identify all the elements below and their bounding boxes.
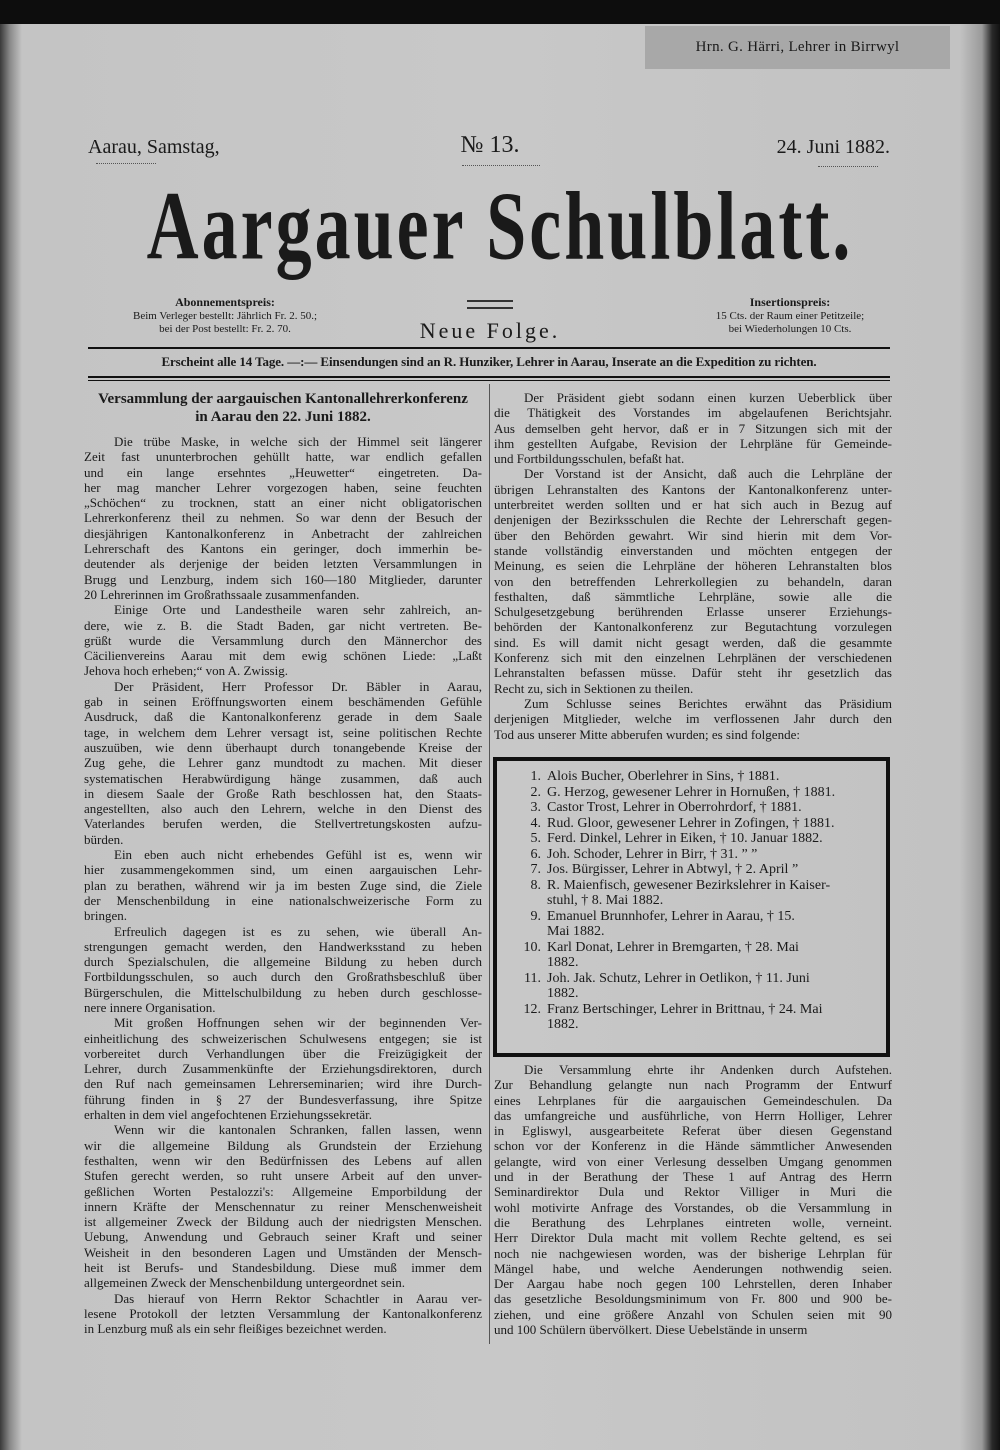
text-line: deutender als derjenige der beiden letzten Versammlungen in — [84, 556, 482, 572]
item-number: 7. — [530, 862, 541, 877]
text-line: Vaterlandes berufen werden, die Stellvertretungskosten aufzu- — [84, 816, 482, 832]
text-line: und in der Berathung der These 1 auf Antrag des Herrn — [494, 1169, 892, 1185]
issue-number: № 13. — [460, 132, 520, 158]
item-text: Emanuel Brunnhofer, Lehrer in Aarau, † 15. — [547, 908, 795, 924]
text-line: angestellten, also auch den Lehrern, welche in den Dienst des — [84, 801, 482, 817]
text-line: festhalten, wenn wir den Bedürfnissen des Lebens auf allen — [84, 1152, 482, 1168]
item-number: 10. — [523, 939, 541, 955]
issue-date: 24. Juni 1882. — [776, 136, 890, 158]
item-text: Joh. Schoder, Lehrer in Birr, † 31. ” ” — [547, 846, 758, 862]
item-text: Alois Bucher, Oberlehrer in Sins, † 1881. — [547, 769, 780, 784]
obituary-item — [497, 940, 882, 971]
text-line: Lehranstalten befassen müsse. Dafür steht ihr gesetzlich das — [494, 665, 892, 681]
text-line: innern Kräfte der Menschennatur zu reiner Menschenweisheit — [84, 1198, 482, 1214]
text-line: her mag mancher Lehrer vorgezogen haben, seine feuchten — [84, 479, 482, 495]
text-line: Erfreulich dagegen ist es zu sehen, wie überall An- — [114, 923, 482, 939]
text-line: Das hierauf von Herrn Rektor Schachtler in Aarau ver- — [114, 1290, 482, 1306]
text-line: lesene Protokoll der letzten Versammlung der Kantonalkonferenz — [84, 1305, 482, 1321]
obituary-item — [497, 971, 882, 1002]
text-line: in diesem Saale der Große Rath beschlossen hat, den Staats- — [84, 785, 482, 801]
text-line: erhalten in dem viel angefochtenen Erziehungssekretär. — [84, 1107, 373, 1123]
text-line: Der Aargau habe noch gegen 100 Lehrstellen, deren Inhaber — [494, 1276, 892, 1292]
text-line: ziehen, und eine größere Anzahl von Schulen seien mit 90 — [494, 1306, 892, 1322]
text-line: wir die allgemeine Bildung als Grundstein der Erziehung — [84, 1137, 482, 1153]
advert-heading: Insertionspreis: — [749, 295, 831, 309]
text-line: Einige Orte und Landestheile waren sehr zahlreich, an- — [114, 602, 482, 618]
text-line: das gesetzliche Besoldungsminimum von Fr. 800 und 900 be- — [494, 1291, 892, 1307]
text-line: Die Versammlung ehrte ihr Andenken durch Aufstehen. — [524, 1062, 892, 1077]
text-line: allgemeinen Zweck der Menschenbildung untergeordnet sein. — [84, 1275, 406, 1291]
text-line: Bürgerschulen, die Mittelschulbildung zu heben durch geschlosse- — [84, 984, 482, 1000]
text-line: stande vollständig einverstanden und möchten entgegen der — [494, 542, 892, 558]
text-line: durch Spezialschulen, die allgemeine Bildung zu heben durch — [84, 954, 482, 970]
header-rule — [88, 376, 890, 378]
text-line: Der Präsident, Herr Professor Dr. Bäbler in Aarau, — [114, 678, 482, 694]
item-text: Castor Trost, Lehrer in Oberrohrdorf, † 1881. — [547, 800, 802, 815]
series-label: Neue Folge. — [419, 318, 561, 343]
item-number: 12. — [523, 1001, 541, 1017]
text-line: und 100 Schülern übervölkert. Diese Uebelstände in unserm — [494, 1322, 808, 1338]
text-line: Lehrer, durch Zusammenkünfte der Erziehungsdirektoren, durch — [84, 1061, 482, 1077]
item-number: 8. — [530, 877, 541, 893]
item-continuation: stuhl, † 8. Mai 1882. — [547, 893, 664, 908]
text-line: wohl motivirte Anfrage des Vorstandes, ob die Versammlung in — [494, 1199, 892, 1215]
text-line: Fortbildungsschulen, so auch durch den Großrathsbeschluß über — [84, 969, 482, 985]
text-line: festhalten, daß sämmtliche Lehrpläne, sowie alle die — [494, 588, 892, 604]
article-heading: in Aarau den 22. Juni 1882. — [195, 409, 371, 425]
text-line: führung finden in § 27 der Bundesverfassung, ihre Spitze — [84, 1091, 482, 1107]
text-line: derjenigen Mitglieder, welche im verflossenen Jahr durch den — [494, 711, 892, 727]
text-line: Stufen gerecht werden, so ruht unsere Arbeit auf den unver- — [84, 1168, 482, 1184]
obituary-item — [497, 785, 882, 801]
subscription-line: bei der Post bestellt: Fr. 2. 70. — [159, 323, 291, 335]
text-line: Zug gehe, die Lehrer ganz mundtodt zu machen. Mit dieser — [84, 755, 482, 771]
left-column — [84, 390, 482, 1337]
item-text: Ferd. Dinkel, Lehrer in Eiken, † 10. Januar 1882. — [547, 831, 823, 846]
obituary-item — [497, 847, 882, 863]
text-line: hier zusammengekommen sind, um einen aargauischen Lehr- — [84, 862, 482, 878]
ornament-underline — [818, 163, 878, 167]
newspaper-title: Aargauer Schulblatt. — [146, 172, 854, 280]
text-line: Tod aus unserer Mitte abberufen wurden; es sind folgende: — [494, 726, 800, 742]
ornament-underline — [96, 160, 156, 164]
item-continuation: 1882. — [547, 1017, 579, 1032]
text-line: die Berathung des Lehrplanes eintreten wolle, verneint. — [494, 1214, 892, 1230]
obituary-item — [497, 1002, 882, 1033]
text-line: und ein lange ersehntes „Heuwetter“ eingetreten. Da- — [84, 464, 482, 480]
text-line: schon vor der Konferenz in die Hände sämmtlicher Anwesenden — [494, 1138, 892, 1154]
text-line: unterbreitet werden sollten und er hat sich auch in Bezug auf — [494, 497, 892, 513]
text-line: Seminardirektor Dula und Rektor Villiger in Muri die — [494, 1184, 892, 1200]
text-line: Cäcilienvereins Aarau mit dem ewig schönen Liede: „Laßt — [84, 648, 482, 664]
text-line: systematischen Herabwürdigung hänge zusammen, daß auch — [84, 770, 482, 786]
text-line: Der Präsident giebt sodann einen kurzen Ueberblick über — [524, 390, 892, 405]
text-line: geßlichen Worten Pestalozzi's: Allgemeine Emporbildung der — [84, 1183, 482, 1199]
ornament-underline — [462, 162, 540, 166]
text-line: tage, in welchem dem Lehrer versagt ist, seine politischen Rechte — [84, 724, 482, 740]
text-line: in Lenzburg muß als ein sehr fleißiges bezeichnet werden. — [84, 1321, 387, 1337]
advert-price — [690, 296, 890, 336]
obituary-item — [497, 769, 882, 785]
advert-line: 15 Cts. der Raum einer Petitzeile; — [715, 310, 865, 322]
obituary-item — [497, 909, 882, 940]
item-text: Jos. Bürgisser, Lehrer in Abtwyl, † 2. April ” — [547, 862, 799, 877]
address-label: Hrn. G. Härri, Lehrer in Birrwyl — [645, 26, 950, 69]
text-line: Die trübe Maske, in welche sich der Himmel seit längerer — [114, 434, 482, 449]
text-line: über den Behörden gewahrt. Wir sind hierin mit dem Vor- — [494, 527, 892, 543]
text-line: Weisheit in den besonderen Lagen und Umständen der Mensch- — [84, 1244, 482, 1260]
text-line: heit ist Berufs- und Standesbildung. Diese muß immer dem — [84, 1260, 482, 1276]
text-line: ist allgemeiner Zweck der Bildung auch der niedrigsten Menschen. — [84, 1214, 482, 1230]
text-line: gab in seinen Eröffnungsworten einem beschämenden Gefühle — [84, 694, 482, 710]
advert-line: bei Wiederholungen 10 Cts. — [728, 323, 852, 335]
text-line: und Fortbildungsschulen, befaßt hat. — [494, 451, 685, 467]
obituary-item — [497, 862, 882, 878]
text-line: in Egliswyl, ausgearbeitete Referat über diesen Gegenstand — [494, 1123, 892, 1139]
text-line: den Ruf nach gemeinsamen Lehrerseminarien; wird ihre Durch- — [84, 1076, 482, 1092]
article-body — [84, 434, 482, 1337]
text-line: diesjährigen Kantonalkonferenz in Anbetracht der zahlreichen — [84, 525, 482, 541]
item-number: 3. — [530, 800, 541, 815]
item-text: Rud. Gloor, gewesener Lehrer in Zofingen, † 1881. — [547, 815, 835, 831]
text-line: einheitlichung des schweizerischen Schulwesens entgegen; sie ist — [84, 1030, 482, 1046]
text-line: Meinung, es seien die Lehrpläne der höheren Lehranstalten blos — [494, 558, 892, 574]
subscription-price — [90, 296, 360, 336]
text-line: 20 Lehrerinnen im Großrathssaale zusammenfanden. — [84, 586, 360, 602]
item-number: 2. — [530, 784, 541, 800]
item-number: 1. — [530, 769, 541, 784]
text-line: „Schöchen“ zu trocknen, statt an einer nicht obligatorischen — [84, 495, 482, 511]
text-line: Aus demselben geht hervor, daß er in 7 Sitzungen sich mit der — [494, 420, 892, 436]
item-text: Franz Bertschinger, Lehrer in Brittnau, † 24. Mai — [547, 1001, 823, 1017]
text-line: Zeit fast ununterbrochen gehüllt hatte, war endlich gefallen — [84, 449, 482, 465]
subscription-heading: Abonnementspreis: — [175, 295, 275, 309]
text-line: Zum Schlusse seines Berichtes erwähnt das Präsidium — [524, 695, 892, 711]
publication-notice: Erscheint alle 14 Tage. —:— Einsendungen sind an R. Hunziker, Lehrer in Aarau, Inserate an die Expedition zu richten. — [161, 354, 817, 369]
ornament-divider — [467, 300, 513, 309]
text-line: grüßt wurde die Versammlung durch den Männerchor des — [84, 632, 482, 648]
right-column-bottom — [494, 1062, 892, 1337]
text-line: eines Lehrplanes für die aargauischen Gemeindeschulen. Da — [494, 1092, 892, 1108]
text-line: der Menschenbildung in eine nationalschweizerische Form zu — [84, 892, 482, 908]
text-line: bürden. — [84, 831, 124, 847]
text-line: auszuüben, wie denn überhaupt durch tonangebende Kreise der — [84, 739, 482, 755]
text-line: denjenigen der Bezirksschulen die Rechte der Lehrerschaft gegen- — [494, 512, 892, 528]
obituary-item — [497, 878, 882, 909]
text-line: Schulgesetzgebung berührenden Erlasse unserer Erziehungs- — [494, 604, 892, 620]
text-line: Mängel habe, und welche Aenderungen nothwendig seien. — [494, 1260, 892, 1276]
item-continuation: Mai 1882. — [547, 924, 605, 939]
text-line: Der Vorstand ist der Ansicht, daß auch die Lehrpläne der — [524, 466, 892, 482]
text-line: Wenn wir die kantonalen Schranken, fallen lassen, wenn — [114, 1122, 482, 1138]
text-line: Ausdruck, daß die Kantonalkonferenz gerade in dem Saale — [84, 709, 482, 725]
item-number: 11. — [524, 970, 541, 986]
text-line: das umfangreiche und ausführliche, von Herrn Holliger, Lehrer — [494, 1107, 892, 1123]
header-rule — [88, 347, 890, 349]
article-heading: Versammlung der aargauischen Kantonallehrerkonferenz — [98, 391, 468, 407]
text-line: noch nie nachgewiesen worden, was der bisherige Lehrplan für — [494, 1245, 892, 1261]
item-number: 9. — [530, 908, 541, 924]
right-column-top — [494, 390, 892, 742]
place-day: Aarau, Samstag, — [88, 136, 220, 158]
text-line: vorbereitet durch Verhandlungen über die Freizügigkeit der — [84, 1045, 482, 1061]
obituary-item — [497, 800, 882, 816]
item-continuation: 1882. — [547, 986, 579, 1001]
text-line: Recht zu, sich in Sektionen zu theilen. — [494, 680, 694, 696]
text-line: strengungen gemacht werden, den Handwerksstand zu heben — [84, 938, 482, 954]
text-line: nere innere Organisation. — [84, 999, 216, 1015]
item-text: Joh. Jak. Schutz, Lehrer in Oetlikon, † 11. Juni — [547, 970, 810, 986]
text-line: Lehrerkonferenz theil zu nehmen. So war denn der Besuch der — [84, 510, 482, 526]
obituary-item — [497, 831, 882, 847]
text-line: übrigen Lehranstalten des Kantons der Kantonalkonferenz unter- — [494, 481, 892, 497]
item-continuation: 1882. — [547, 955, 579, 970]
text-line: Ein eben auch nicht erhebendes Gefühl ist es, wenn wir — [114, 847, 482, 863]
text-line: Brugg und Lenzburg, indem sich 160—180 Mitglieder, darunter — [84, 571, 482, 587]
text-line: Mit großen Hoffnungen sehen wir der beginnenden Ver- — [114, 1015, 482, 1031]
item-text: R. Maienfisch, gewesener Bezirkslehrer in Kaiser- — [547, 877, 831, 893]
item-number: 5. — [530, 831, 541, 846]
header-rule — [88, 380, 890, 381]
text-line: Uebung, Anwendung und Gebrauch seiner Kraft und seiner — [84, 1229, 482, 1245]
subscription-line: Beim Verleger bestellt: Jährlich Fr. 2. 50.; — [132, 310, 317, 322]
text-line: Zur Behandlung gelangte nun nach Programm der Entwurf — [494, 1077, 892, 1093]
item-text: G. Herzog, gewesener Lehrer in Hornußen, † 1881. — [547, 784, 836, 800]
column-divider — [489, 384, 490, 1344]
text-line: dere, wie z. B. die Stadt Baden, gar nicht vertreten. Be- — [84, 617, 482, 633]
scan-top-border — [0, 0, 1000, 24]
text-line: ihm gestellten Aufgabe, Revision der Lehrpläne für Gemeinde- — [494, 435, 892, 451]
obituary-item — [497, 816, 882, 832]
text-line: Herr Direktor Dula macht mit vollem Rechte geltend, es sei — [494, 1230, 892, 1246]
text-line: gelangte, wird von einer Verlesung desselben Umgang genommen — [494, 1153, 892, 1169]
item-text: Karl Donat, Lehrer in Bremgarten, † 28. Mai — [547, 939, 799, 955]
text-line: sind. Es will damit nicht gesagt werden, daß die gesammte — [494, 634, 892, 650]
text-line: plan zu berathen, während wir ja im besten Zuge sind, die Ziele — [84, 877, 482, 893]
text-line: die Thätigkeit des Vorstandes im abgelaufenen Berichtsjahr. — [494, 405, 892, 421]
item-number: 6. — [530, 846, 541, 862]
text-line: Lehrerschaft des Kantons ein geringer, doch immerhin be- — [84, 541, 482, 557]
text-line: von den betreffenden Lehrerkollegien zu behandeln, daran — [494, 573, 892, 589]
text-line: bringen. — [84, 908, 127, 924]
text-line: behörden der Kantonalkonferenz zur Begutachtung vorzulegen — [494, 619, 892, 635]
text-line: Jehova hoch erheben;“ von A. Zwissig. — [84, 663, 288, 679]
text-line: Konferenz sich mit den einzelnen Lehrplänen der verschiedenen — [494, 650, 892, 666]
obituary-box — [493, 757, 890, 1057]
item-number: 4. — [530, 815, 541, 831]
